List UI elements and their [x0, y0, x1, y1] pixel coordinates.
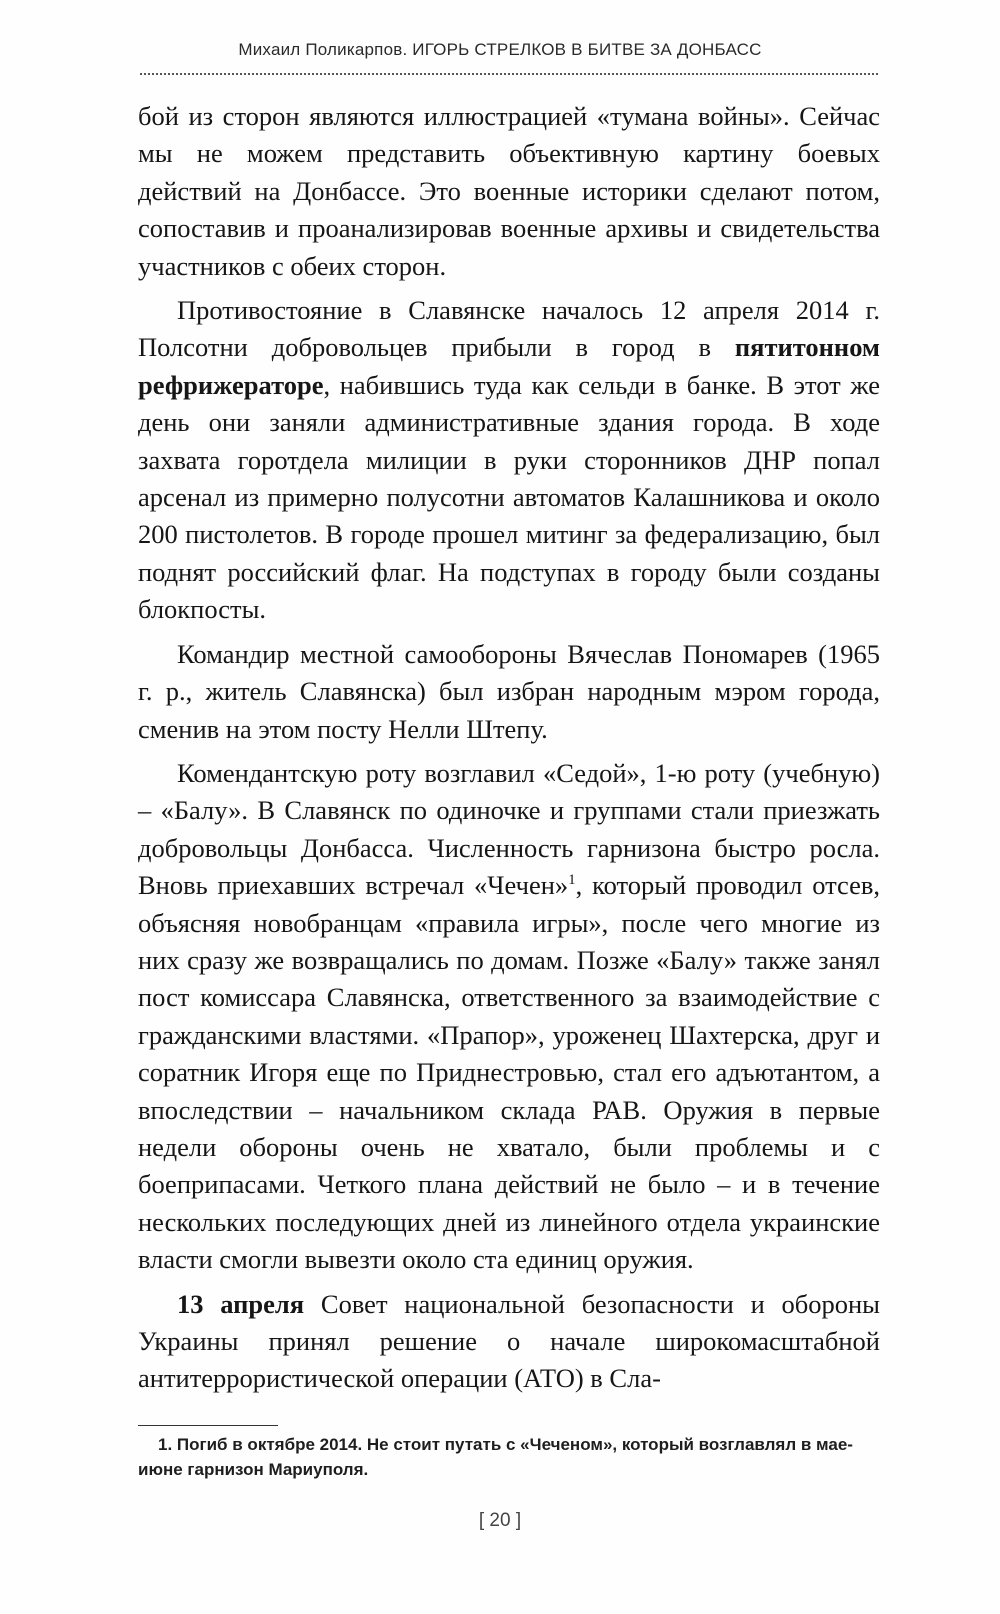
paragraph-2-rest: , набившись туда как сельди в банке. В этот же день они заняли административные здания города. В ходе захвата горотдела милиции в руки сторонников ДНР попал арсенал из примерно полусотни автоматов Калашникова и около 200 пистолетов. В городе прошел митинг за федерализацию, был поднят российский флаг. На подступах в городу были созданы блокпосты. — [138, 369, 880, 625]
paragraph-4-lead: Комендантскую роту возглавил «Седой», 1-ю роту (учебную) – «Балу». В Славянск по одиночке и группами стали приезжать добровольцы Донбасса. Численность гарнизона быстро росла. Вновь приехавших встречал «Чечен» — [138, 757, 880, 901]
header-divider — [140, 73, 878, 75]
paragraph-5 — [138, 1286, 880, 1398]
footnote-mark: 1 — [568, 872, 576, 889]
page-number: [ 20 ] — [478, 1510, 522, 1531]
paragraph-1: бой из сторон являются иллюстрацией «тумана войны». Сейчас мы не можем представить объективную картину боевых действий на Донбассе. Это военные историки сделают потом, сопоставив и проанализировав военные архивы и свидетельства участников с обеих сторон. — [138, 101, 880, 281]
footnote-divider — [138, 1425, 278, 1426]
paragraph-5-bold: 13 апреля — [177, 1288, 305, 1319]
running-head: Михаил Поликарпов. ИГОРЬ СТРЕЛКОВ В БИТВЕ ЗА ДОНБАСС — [238, 40, 762, 59]
footnote: 1. Погиб в октябре 2014. Не стоит путать с «Чеченом», который возглавлял в мае-июне гарнизон Мариуполя. — [138, 1435, 853, 1479]
paragraph-3: Командир местной самообороны Вячеслав Пономарев (1965 г. р., житель Славянска) был избран народным мэром города, сменив на этом посту Нелли Штепу. — [138, 638, 880, 744]
paragraph-2-lead: Противостояние в Славянске началось 12 апреля 2014 г. Полсотни добровольцев прибыли в город в — [138, 295, 880, 363]
paragraph-4-rest: , который проводил отсев, объясняя новобранцам «правила игры», после чего многие из них сразу же возвращались по домам. Позже «Балу» также занял пост комиссара Славянска, ответственного за взаимодействие с гражданскими властями. «Прапор», уроженец Шахтерска, друг и соратник Игоря еще по Приднестровью, стал его адъютантом, а впоследствии – начальником склада РАВ. Оружия в первые недели обороны очень не хватало, были проблемы и с боеприпасами. Четкого плана действий не было – и в течение нескольких последующих дней из линейного отдела украинские власти смогли вывезти около ста единиц оружия. — [138, 870, 880, 1275]
paragraph-2 — [138, 292, 880, 629]
body-text — [138, 98, 880, 1398]
paragraph-2-bold: пятитонном рефрижераторе — [138, 332, 880, 400]
paragraph-5-rest: Совет национальной безопасности и обороны Украины принял решение о начале широкомасштабной антитеррористической операции (АТО) в Сла- — [138, 1288, 880, 1394]
paragraph-4 — [138, 755, 880, 1279]
